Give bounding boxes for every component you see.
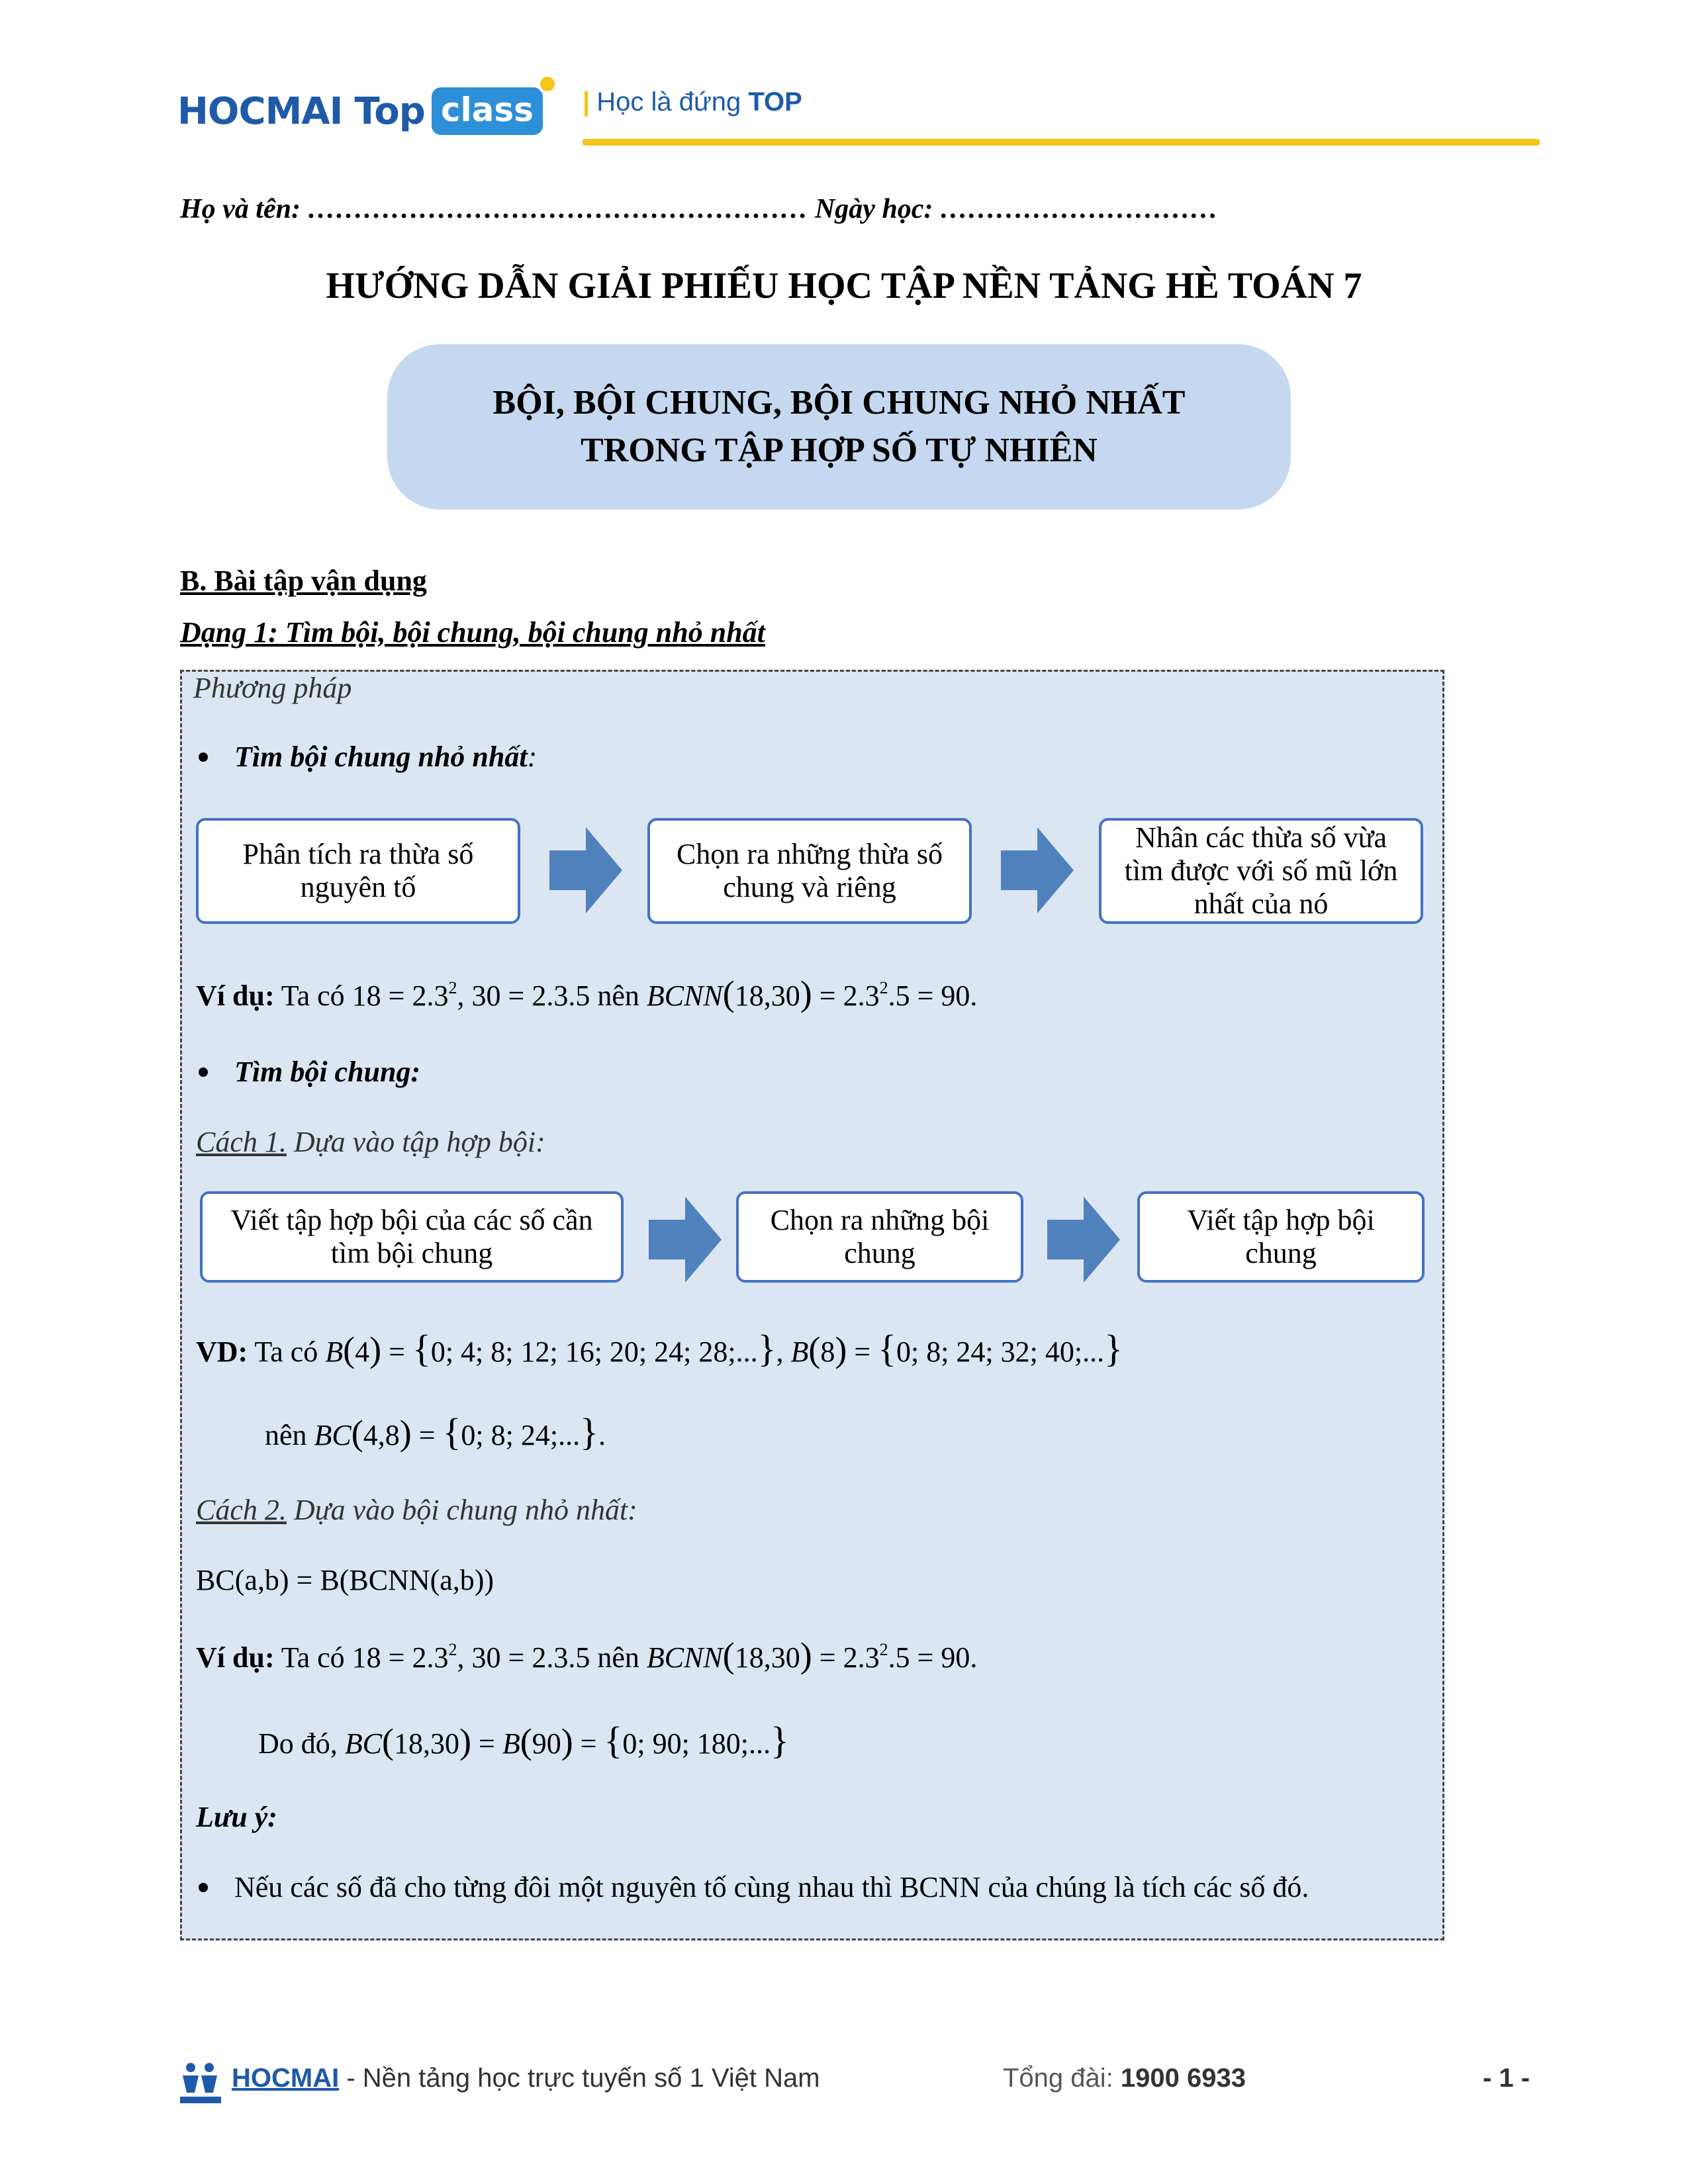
math-function: B [790,1336,809,1368]
math-function: BC [314,1419,352,1451]
cm-step-1: Viết tập hợp bội của các số cần tìm bội chung [200,1191,624,1283]
math-function: B [325,1336,344,1368]
doan-text: Do đó, [258,1727,345,1760]
example-text: nên [590,1641,647,1674]
tagline-prefix: Học là đứng [596,87,741,116]
logo-class-text: class [440,91,534,129]
math-set: 0; 8; 24;... [461,1419,581,1451]
example-text: Ta có [274,1641,352,1674]
document-title: HƯỚNG DẪN GIẢI PHIẾU HỌC TẬP NỀN TẢNG HÈ TOÁN 7 [326,265,1362,306]
math-args: 18,30 [394,1727,459,1760]
example-label: Ví dụ: [196,979,275,1012]
hocmai-topclass-logo [177,85,543,138]
arrow-right-icon [549,827,622,913]
cach2-label: Cách 2. [196,1494,287,1526]
logo-top-text: Top [354,89,425,133]
math-expression: = 2.3 [812,979,880,1012]
header-divider [583,139,1540,146]
lcm-heading-row [199,740,537,774]
lcm-step-3: Nhân các thừa số vừa tìm được với số mũ lớn nhất của nó [1099,818,1423,924]
common-heading-row [199,1055,420,1089]
cm-example-line-2: nên BC(4,8) = {0; 8; 24;...}. [265,1410,606,1453]
cm-step-3: Viết tập hợp bội chung [1137,1191,1425,1283]
header-tagline [583,87,802,117]
footer-slogan-text: - Nền tảng học trực tuyến số 1 Việt Nam [339,2064,820,2093]
arrow-right-icon [1001,827,1074,913]
arrow-right-icon [1047,1197,1120,1283]
math-args: 8 [820,1336,835,1368]
exponent: 2 [879,978,888,997]
logo-hocmai-text: HOCMAI [177,89,343,133]
example-text: nên [590,979,647,1012]
method-label: Phương pháp [193,672,352,704]
math-args: 4,8 [363,1419,400,1451]
cach1-label: Cách 1. [196,1126,287,1158]
note-text: Nếu các số đã cho từng đôi một nguyên tố cùng nhau thì BCNN của chúng là tích các số đó. [234,1871,1309,1903]
lcm-heading: Tìm bội chung nhỏ nhất [234,741,528,773]
exponent: 2 [448,978,457,997]
math-expression: , 30 = 2.3.5 [457,1641,590,1674]
vd-text: Ta có [248,1336,326,1368]
math-args: 18,30 [734,979,800,1012]
example-text: Ta có [274,979,352,1012]
lcm-heading-colon: : [527,741,538,773]
vd-label: VD: [196,1336,248,1368]
tagline-top: TOP [748,87,802,116]
hotline-number: 1900 6933 [1120,2064,1246,2093]
math-set: 0; 8; 24; 32; 40;... [896,1336,1105,1368]
math-expression: 18 = 2.3 [352,979,449,1012]
math-expression: .5 = 90. [888,979,978,1012]
cach2-row [196,1493,637,1527]
note-row [199,1870,1309,1904]
bullet-icon [199,1068,208,1077]
bullet-icon [199,752,208,762]
common-heading: Tìm bội chung: [234,1056,421,1088]
example-label: Ví dụ: [196,1641,275,1674]
lcm-example: Ví dụ: Ta có $18 = 2.3^2$, 30 = 2.3.5 nên BCNN(18,30) = $2.3^2.5 = 90$. [196,974,978,1013]
math-expression: .5 = 90. [888,1641,978,1674]
math-function: BCNN [646,979,723,1012]
doan-line: Do đó, BC(18,30) = B(90) = {0; 90; 180;...} [258,1719,789,1762]
lcm-step-1: Phân tích ra thừa số nguyên tố [196,818,520,924]
math-function: B [502,1727,520,1760]
exercise-type-heading: Dạng 1: Tìm bội, bội chung, bội chung nhỏ nhất [180,616,765,649]
lcm-example-2: Ví dụ: Ta có $18 = 2.3^2$, 30 = 2.3.5 nên BCNN(18,30) = $2.3^2.5 = 90$. [196,1635,978,1675]
math-set: 0; 4; 8; 12; 16; 20; 24; 28;... [430,1336,758,1368]
bullet-icon [199,1883,208,1892]
exponent: 2 [448,1640,457,1659]
math-expression: 18 = 2.3 [352,1641,449,1674]
student-info-line: Họ và tên: ……………………………………………… Ngày học: ………………………… [180,194,1218,224]
page-number: - 1 - [1483,2064,1530,2093]
footer-slogan [232,2064,820,2093]
math-args: 18,30 [734,1641,800,1674]
note-label: Lưu ý: [196,1801,277,1833]
cach2-text: Dựa vào bội chung nhỏ nhất: [286,1494,637,1526]
cach1-row [196,1125,545,1159]
lcm-step-2: Chọn ra những thừa số chung và riêng [647,818,972,924]
math-function: BC [344,1727,383,1760]
footer-hotline [1003,2064,1246,2093]
hocmai-logo-icon [177,2060,224,2106]
math-expression: = 2.3 [812,1641,880,1674]
math-args: 4 [355,1336,370,1368]
topic-line-1: BỘI, BỘI CHUNG, BỘI CHUNG NHỎ NHẤT [492,384,1186,422]
math-expression: , 30 = 2.3.5 [457,979,590,1012]
topic-banner [387,344,1291,510]
math-function: BCNN [646,1641,723,1674]
topic-line-2: TRONG TẬP HỢP SỐ TỰ NHIÊN [581,432,1098,469]
vd-text: nên [265,1419,314,1451]
section-heading: B. Bài tập vận dụng [180,565,427,597]
logo-class-badge [432,87,543,135]
math-set: 0; 90; 180;... [622,1727,771,1760]
star-icon [538,74,557,94]
exponent: 2 [879,1640,888,1659]
tagline-separator: | [583,87,590,116]
cm-example-line-1: VD: Ta có B(4) = {0; 4; 8; 12; 16; 20; 24; 28;...}, B(8) = {0; 8; 24; 32; 40;...} [196,1327,1123,1370]
hotline-label: Tổng đài: [1003,2064,1121,2093]
footer-brand-link[interactable]: HOCMAI [232,2064,340,2093]
arrow-right-icon [649,1197,722,1283]
cach1-text: Dựa vào tập hợp bội: [286,1126,545,1158]
bc-formula: BC(a,b) = B(BCNN(a,b)) [196,1564,494,1596]
math-args: 90 [532,1727,561,1760]
cm-step-2: Chọn ra những bội chung [736,1191,1023,1283]
